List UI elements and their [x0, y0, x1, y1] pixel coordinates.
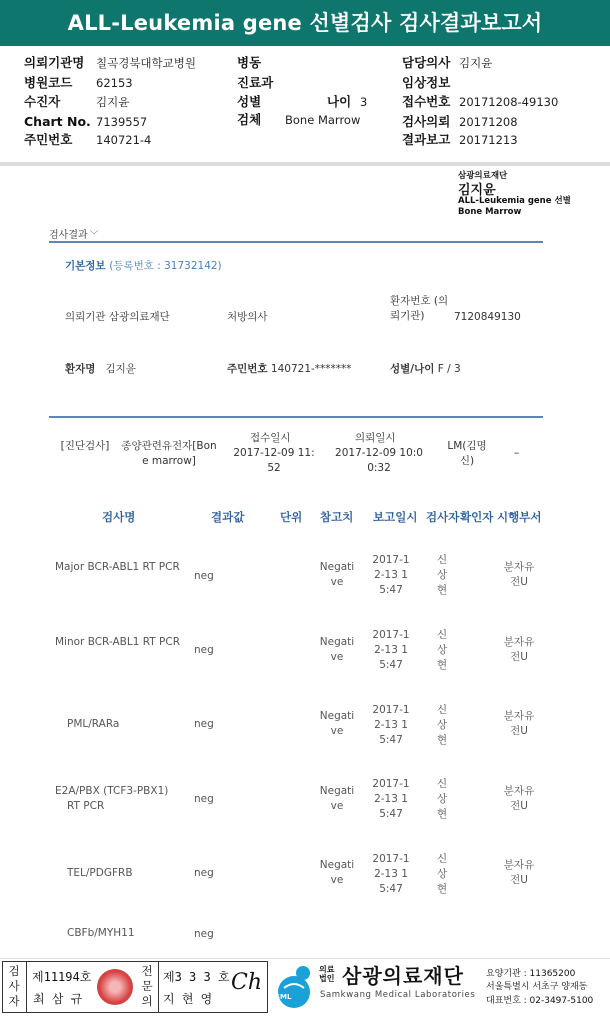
row-test-name: PML/RARa	[67, 718, 120, 730]
header-value: 20171208-49130	[459, 95, 559, 109]
header-label: 결과보고	[402, 132, 451, 147]
requested-value: 2017-12-09 10:00:32	[335, 447, 423, 474]
row-date: 2017-12-13 15:47	[372, 853, 410, 895]
dx-specimen: 종양관련유전자[Bone marrow]	[121, 440, 217, 467]
row-result: neg	[194, 644, 214, 656]
row-tester: 신상현	[437, 778, 448, 820]
divider	[49, 416, 543, 418]
field-value: 김지윤	[105, 363, 136, 375]
header-divider	[0, 162, 610, 166]
row-tester: 신상현	[437, 629, 448, 671]
col-header-date: 보고일시	[373, 510, 418, 524]
row-tester: 신상현	[437, 853, 448, 895]
corp-name: 삼광의료재단	[342, 964, 464, 988]
col-header-test: 검사명	[102, 510, 136, 524]
report-test-name: ALL-Leukemia gene 선별	[458, 196, 571, 206]
report-specimen: Bone Marrow	[458, 207, 522, 217]
row-tester: 신상현	[437, 704, 448, 746]
seal-stamp-icon	[97, 969, 133, 1005]
header-label: 수진자	[24, 94, 61, 109]
field-value: F / 3	[437, 363, 461, 375]
header-value: 7139557	[96, 115, 148, 129]
field-label: 의뢰기관	[65, 311, 106, 323]
sml-logo-icon	[272, 962, 316, 1010]
corp-info-code: 요양기관 : 11365200	[486, 969, 576, 979]
corp-prefix: 의료법인	[319, 965, 335, 983]
row-test-name: Minor BCR-ABL1 RT PCR	[55, 636, 180, 648]
header-value: 김지윤	[96, 95, 130, 109]
header-doctor	[402, 54, 493, 72]
header-label: 의뢰기관명	[24, 55, 85, 70]
requested-label: 의뢰일시	[355, 432, 396, 444]
requesting-org	[65, 310, 170, 325]
header-label: 성별	[237, 94, 262, 109]
row-ref: Negative	[319, 561, 355, 588]
tester-license-no: 제11194호	[32, 970, 92, 984]
header-chart-no	[24, 113, 148, 131]
row-date: 2017-12-13 15:47	[372, 704, 410, 746]
header-value: 칠곡경북대학교병원	[96, 56, 196, 70]
header-value: 140721-4	[96, 133, 152, 147]
header-label: 담당의사	[402, 55, 451, 70]
row-ref: Negative	[319, 785, 355, 812]
corp-english-name: Samkwang Medical Laboratories	[320, 990, 476, 1000]
row-test-name: Major BCR-ABL1 RT PCR	[55, 561, 180, 573]
row-result: neg	[194, 928, 214, 940]
row-test-name: E2A/PBX (TCF3-PBX1) RT PCR	[55, 785, 169, 812]
row-result: neg	[194, 718, 214, 730]
header-label: 검체	[237, 112, 262, 127]
specialist-name: 지 현 영	[163, 992, 213, 1006]
header-sex	[237, 93, 261, 111]
received-label: 접수일시	[250, 432, 291, 444]
col-header-result: 결과값	[211, 510, 245, 524]
patient-name	[65, 362, 136, 377]
col-header-tester: 검사자	[426, 510, 460, 524]
patient-no-value: 7120849130	[454, 311, 521, 323]
field-label: 성별/나이	[390, 363, 435, 375]
header-patient	[24, 93, 130, 111]
row-ref: Negative	[319, 710, 355, 737]
field-label: 주민번호	[227, 363, 268, 375]
prescriber	[227, 310, 268, 325]
header-label: 병동	[237, 55, 262, 70]
header-specimen	[237, 111, 361, 129]
row-dept: 분자유전U	[503, 785, 535, 812]
row-result: neg	[194, 570, 214, 582]
row-dept: 분자유전U	[503, 710, 535, 737]
patient-ssn	[227, 362, 352, 377]
header-ssn	[24, 131, 152, 149]
basic-info-label: 기본정보	[65, 260, 106, 272]
sex-age	[390, 362, 461, 377]
corp-info-phone: 대표번호 : 02-3497-5100	[486, 996, 594, 1006]
header-value: 62153	[96, 76, 133, 90]
report-org: 삼광의료재단	[458, 171, 508, 181]
results-toggle-label: 검사결과	[49, 230, 88, 241]
chevron-down-icon: ﹀	[89, 231, 99, 241]
row-date: 2017-12-13 15:47	[372, 629, 410, 671]
basic-info-title	[65, 258, 222, 273]
header-label: 검사의뢰	[402, 114, 451, 129]
header-label: 병원코드	[24, 75, 73, 90]
col-header-dept: 시행부서	[497, 510, 542, 524]
signature-box	[2, 961, 268, 1013]
header-value: 3	[360, 95, 368, 109]
tester-label: 검사자	[8, 964, 20, 1008]
row-ref: Negative	[319, 859, 355, 886]
tester-name: 최 삼 규	[33, 992, 83, 1006]
lm-name: LM(김명신)	[447, 440, 487, 467]
field-value: 삼광의료재단	[108, 311, 170, 323]
header-label: 진료과	[237, 75, 274, 90]
header-hospital-code	[24, 74, 133, 92]
header-label: 나이	[327, 94, 352, 109]
registration-number: (등록번호 : 31732142)	[109, 260, 222, 272]
header-report-date	[402, 131, 518, 149]
received-value: 2017-12-09 11:52	[233, 447, 315, 474]
row-date: 2017-12-13 15:47	[372, 554, 410, 596]
header-dept	[237, 74, 273, 92]
col-header-unit: 단위	[280, 510, 303, 524]
header-label: 임상정보	[402, 75, 451, 90]
header-receipt-no	[402, 93, 559, 111]
report-patient-name: 김지윤	[458, 183, 496, 198]
results-toggle[interactable]	[49, 226, 99, 241]
corp-info-address: 서울특별시 서초구 양재동	[486, 982, 588, 992]
header-value: 20171213	[459, 133, 518, 147]
row-ref: Negative	[319, 636, 355, 663]
report-title: ALL-Leukemia gene 선별검사 검사결과보고서	[0, 0, 610, 46]
row-dept: 분자유전U	[503, 561, 535, 588]
header-request-date	[402, 113, 518, 131]
header-age	[327, 93, 368, 111]
sml-logo-text: SML	[275, 993, 292, 1001]
header-org	[24, 54, 196, 72]
row-test-name: TEL/PDGFRB	[67, 867, 133, 879]
row-date: 2017-12-13 15:47	[372, 778, 410, 820]
header-value: Bone Marrow	[285, 113, 361, 127]
header-label: 주민번호	[24, 132, 73, 147]
header-label: Chart No.	[24, 114, 91, 129]
patient-no-label: 환자번호 (의뢰기관)	[390, 295, 449, 322]
row-result: neg	[194, 793, 214, 805]
dx-dash: –	[514, 447, 520, 459]
field-label: 처방의사	[227, 311, 268, 323]
header-clinical-info	[402, 74, 450, 92]
specialist-label: 전문의	[141, 964, 153, 1008]
divider	[49, 241, 543, 243]
header-ward	[237, 54, 261, 72]
footer-divider	[0, 958, 610, 959]
dx-test: [진단검사]	[60, 440, 110, 452]
col-header-confirmer: 확인자	[460, 510, 494, 524]
row-dept: 분자유전U	[503, 859, 535, 886]
header-label: 접수번호	[402, 94, 451, 109]
header-value: 20171208	[459, 115, 518, 129]
row-result: neg	[194, 867, 214, 879]
header-value: 김지윤	[459, 56, 493, 70]
row-dept: 분자유전U	[503, 636, 535, 663]
field-label: 환자명	[65, 363, 96, 375]
col-header-ref: 참고치	[320, 510, 354, 524]
row-tester: 신상현	[437, 554, 448, 596]
field-value: 140721-*******	[270, 363, 352, 375]
row-test-name: CBFb/MYH11	[67, 927, 135, 939]
signature: Ch	[231, 970, 263, 995]
specialist-license-no: 제3 3 3 호	[163, 970, 230, 984]
